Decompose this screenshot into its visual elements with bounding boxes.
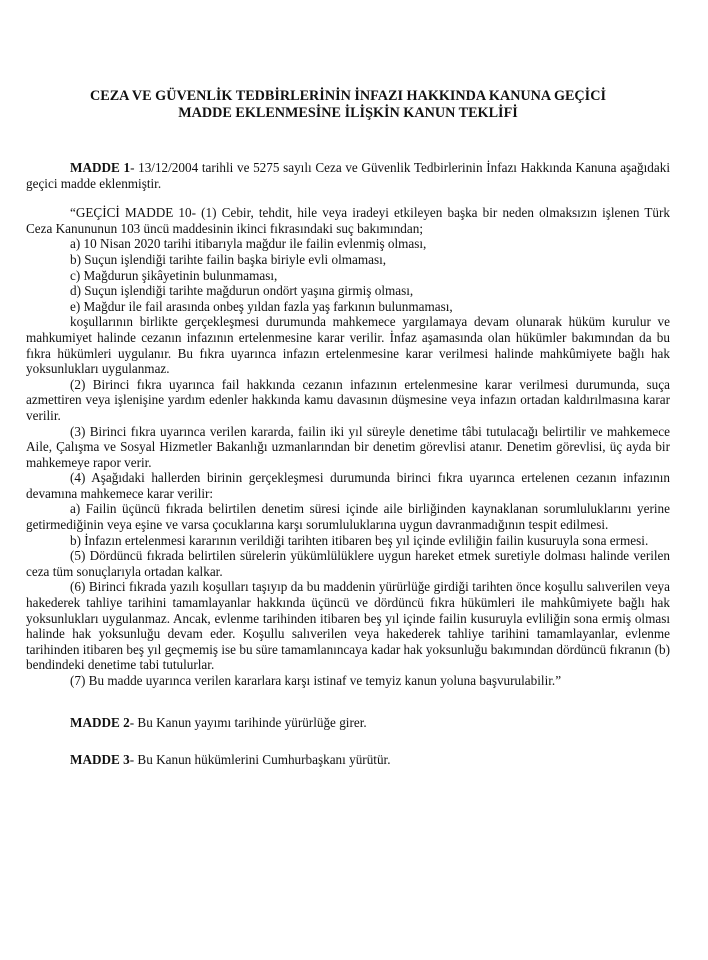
madde-2-text: - Bu Kanun yayımı tarihinde yürürlüğe girer. xyxy=(129,714,367,730)
paragraph-5: (5) Dördüncü fıkrada belirtilen sürelerin yükümlülüklere uygun hareket etmek suretiyle dolması halinde verilen ceza tüm sonuçlarıyla ortadan kalkar. xyxy=(26,548,670,579)
madde-1 xyxy=(26,160,670,191)
madde-1-text: - 13/12/2004 tarihli ve 5275 sayılı Ceza ve Güvenlik Tedbirlerinin İnfazı Hakkında Kanuna aşağıdaki geçici madde eklenmiştir. xyxy=(26,160,670,191)
paragraph-6: (6) Birinci fıkrada yazılı koşulları taşıyıp da bu maddenin yürürlüğe girdiği tarihten önce koşullu salıverilen veya hakederek tahliye tarihini tamamlayanlar hakkında üçüncü ve dördüncü fıkra hükümleri ile mahkûmiyete bağlı hak yoksunlukları uygulanmaz. Ancak, evlenme tarihinden itibaren beş yıl içinde failin kusuruyla evliliğin sona ermiş olması halinde hak yoksunluğu devam eder. Koşullu salıverilen veya hakederek tahliye tarihini tamamlayanlar, evlenme tarihinden itibaren beş yıl geçmemiş ise bu süre tamamlanıncaya kadar hak yoksunluğu bakımından dördüncü fıkranın (b) bendindeki denetime tabi tutulurlar. xyxy=(26,579,670,673)
document-title xyxy=(26,88,670,122)
paragraph-3: (3) Birinci fıkra uyarınca verilen kararda, failin iki yıl süreyle denetime tâbi tutulacağı belirtilir ve mahkemece Aile, Çalışma ve Sosyal Hizmetler Bakanlığı uzmanlarından bir denetim görevlisi atanır. Denetim görevlisi, üç ayda bir mahkemeye rapor verir. xyxy=(26,423,670,470)
paragraph-1-end: koşullarının birlikte gerçekleşmesi durumunda mahkemece yargılamaya devam olunarak hüküm kurulur ve mahkumiyet halinde cezanın infazının ertelenmesine karar verilir. İnfaz aşamasında olan hükümler bakımından da bu fıkra hükümleri uygulanır. Bu fıkra uyarınca infazın ertelenmesine karar verilmesi halinde mahkûmiyete bağlı hak yoksunlukları uygulanmaz. xyxy=(26,314,670,377)
madde-1-label: MADDE 1 xyxy=(70,160,131,175)
madde-3 xyxy=(26,752,670,768)
title-line-2: MADDE EKLENMESİNE İLİŞKİN KANUN TEKLİFİ xyxy=(178,105,518,121)
madde-3-label: MADDE 3 xyxy=(70,752,130,768)
list-item-e: e) Mağdur ile fail arasında onbeş yıldan fazla yaş farkının bulunmaması, xyxy=(70,298,453,314)
paragraph-4a: a) Failin üçüncü fıkrada belirtilen denetim süresi içinde aile birliğinden kaynaklanan sorumluluklarını yerine getirmediğinin veya eşine ve varsa çocuklarına karşı sorumluluklarına uygun davranmadığının tespit edilmesi. xyxy=(26,501,670,533)
paragraph-4: (4) Aşağıdaki hallerden birinin gerçekleşmesi durumunda birinci fıkra uyarınca ertelenen cezanın infazının devamına mahkemece karar verilir: xyxy=(26,470,670,501)
list-item-d: d) Suçun işlendiği tarihte mağdurun ondört yaşına girmiş olması, xyxy=(70,283,414,299)
paragraph-7: (7) Bu madde uyarınca verilen kararlara karşı istinaf ve temyiz kanun yoluna başvurulabilir.” xyxy=(70,673,562,688)
paragraph-4b: b) İnfazın ertelenmesi kararının verildiği tarihten itibaren beş yıl içinde evliliğin failin kusuruyla sona ermesi. xyxy=(70,532,649,548)
list-item-c: c) Mağdurun şikâyetinin bulunmaması, xyxy=(70,267,278,283)
list-item-a: a) 10 Nisan 2020 tarihi itibarıyla mağdur ile failin evlenmiş olması, xyxy=(70,236,427,252)
gecici-madde-intro: “GEÇİCİ MADDE 10- (1) Cebir, tehdit, hile veya iradeyi etkileyen başka bir neden olmaksızın işlenen Türk Ceza Kanununun 103 üncü maddesinin ikinci fıkrasındaki suç bakımından; xyxy=(26,205,670,236)
title-line-1: CEZA VE GÜVENLİK TEDBİRLERİNİN İNFAZI HAKKINDA KANUNA GEÇİCİ xyxy=(90,88,606,104)
madde-2 xyxy=(26,715,670,731)
madde-3-text: - Bu Kanun hükümlerini Cumhurbaşkanı yürütür. xyxy=(129,752,391,768)
paragraph-2: (2) Birinci fıkra uyarınca fail hakkında cezanın infazının ertelenmesine karar verilmesi durumunda, suça azmettiren veya işlenişine yardım edenler hakkında kamu davasının düşmesine veya infazın ortadan kaldırılmasına karar verilir. xyxy=(26,376,670,423)
list-item-b: b) Suçun işlendiği tarihte failin başka biriyle evli olmaması, xyxy=(70,251,387,267)
madde-2-label: MADDE 2 xyxy=(70,714,130,730)
